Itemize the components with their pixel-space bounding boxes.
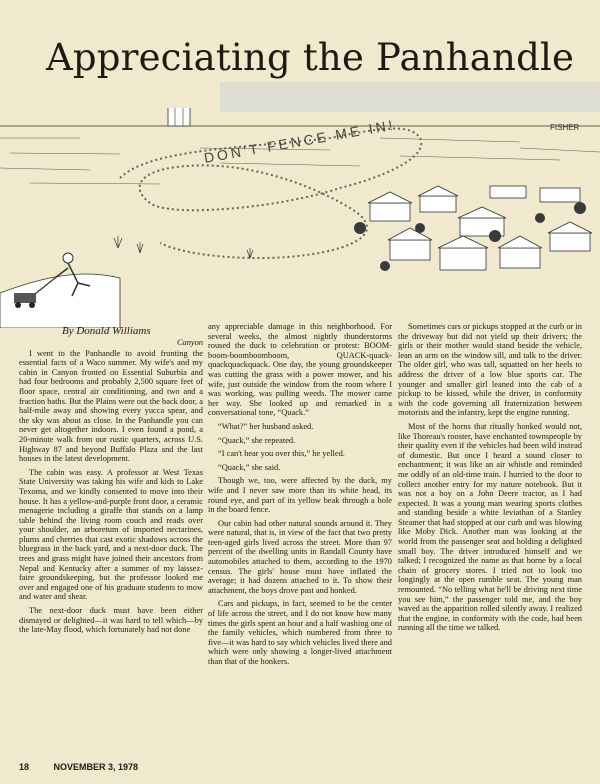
- paragraph: Though we, too, were affected by the duck, my wife and I never saw more than its white head, its round eye, and part of its yellow beak through a hole in the board fence.: [208, 476, 392, 515]
- byline: By Donald Williams: [62, 325, 151, 337]
- paragraph: “Quack,” she repeated.: [218, 435, 296, 445]
- mower-man: [0, 253, 120, 328]
- paragraph: Sometimes cars or pickups stopped at the curb or in the driveway but did not yield up their drivers; the girls or their mother would stand beside the vehicle, lean an arm on the window sill, and talk to the driver. The older girl, who was tall, squatted on her heels to address the driver of a low blue sports car. The younger and smaller girl leaned into the cab of a pickup to be kissed, while the driver, in conformity with the code governing all fraternization between motorists and the infantry, kept the engine running.: [398, 322, 582, 418]
- paragraph: Our cabin had other natural sounds around it. They were natural, that is, in view of the fact that two pretty teen-aged girls lived across the street. More than 97 percent of the dwelling units in Randall County have automobiles attached to them, according to the 1970 census. The girls' house must have inflated the average; it had dozens attached to it. To show their attachment, the boys drove past and honked.: [208, 518, 392, 595]
- article-column-1: [19, 338, 203, 635]
- issue-date: NOVEMBER 3, 1978: [53, 762, 139, 772]
- paragraph: Most of the horns that ritually honked would not, like Thoreau's rooster, have enchanted townspeople by their quality even if the vehicles had been wild instead of domestic. But once I heard a sound closer to enchantment; it was like an air whistle and reminded me oddly of an old-time train. I hurried to the door to collect another entry for my nature notebook. But it was not a boy on a John Deere tractor, as I had expected. It was a young man wearing sports clothes and standing beside a white leviathan of a Stanley Steamer that had stopped at our curb and was blowing like Moby Dick. Another man was looking at the world from the passenger seat and holding a delighted small boy. The driver introduced himself and we talked; I recognized the name as that borne by a local chain of grocery stores. I tried not to look too longingly at the open rumble seat. The young man remounted. “No telling what he'll be driving next time you see him,” the passenger told me, and the boy waved as the apparition rolled silently away. I realized that the engine, in conformity with the code, had been running all the time we talked.: [398, 421, 582, 633]
- grain-elevator-icon: [168, 108, 190, 126]
- paragraph: The next-door duck must have been either dismayed or delighted—it was hard to tell which—by the late-May flood, which fortunately had not done: [19, 606, 203, 635]
- paragraph: “Quack,” she said.: [218, 462, 281, 472]
- paragraph: The cabin was easy. A professor at West Texas State University was taking his wife and kids to Lake Texoma, and we kindly consented to move into their house. It has a yellow-and-purple front door, a ceramic menagerie including a giraffe that stands on a lamp table behind the living room couch and reads over your shoulder, an arboretum of imported nectarines, plums and cherries that cast exotic shadows across the bluegrass in the back yard, and a next-door duck. The trees and grass might have joined their ancestors from Nepal and Kentucky after a summer of my laissez-faire groundskeeping, but the professor looked me over and engaged one of his graduate students to mow and water and shear.: [19, 467, 203, 602]
- paragraph: “What?” her husband asked.: [218, 421, 314, 431]
- sky-writing-text: DON'T FENCE ME IN!: [202, 116, 397, 166]
- article-column-3: [398, 322, 582, 633]
- dateline: Canyon: [176, 338, 203, 347]
- paragraph: Cars and pickups, in fact, seemed to be the center of life across the street, and I do not know how many times the girls spent an hour and a half washing one of the family vehicles, which numbered from three to five—it was hard to say which vehicles lived there and which were only showing a longer-lived attachment than that of the honkers.: [208, 599, 392, 666]
- page-number: 18: [19, 762, 30, 772]
- paragraph: I went to the Panhandle to avoid fronting the essential facts of a Waco summer. My wife's and my cabin in Canyon fronted on Essential Suburbia and had four bedrooms and probably 2,500 square feet of floor space, central air conditioning, and two and a fraction baths. But the Plains were out the back door, a half-mile away and showing every yucca spear, and the sky was about as close. In the Panhandle you can never get altogether indoors. I even found a pond, a 20-minute walk from our rustic quarters, across U.S. Highway 87 and beyond Buffalo Plaza and the last houses in the latest development.: [19, 348, 203, 464]
- paragraph: “I can't hear you over this,” he yelled.: [218, 449, 345, 459]
- article-column-2: [208, 322, 392, 667]
- town-houses: [368, 186, 592, 270]
- page-footer: [19, 762, 160, 772]
- page-title: Appreciating the Panhandle: [46, 36, 575, 79]
- artist-signature: FISHER: [550, 123, 580, 132]
- paragraph: any appreciable damage in this neighborhood. For several weeks, the almost nightly thunderstorms roused the duck to celebration or protest: BOOM-boom-boomboomboom, QUACK-quack-quackquackquack. One day, the young groundskeeper was cutting the grass with a power mower, and his wife, just outside the window from the room where I was working, was pulling weeds. The mower came her way. She looked up and remarked in a conversational tone, “Quack.”: [208, 322, 392, 418]
- panhandle-illustration: [0, 108, 600, 328]
